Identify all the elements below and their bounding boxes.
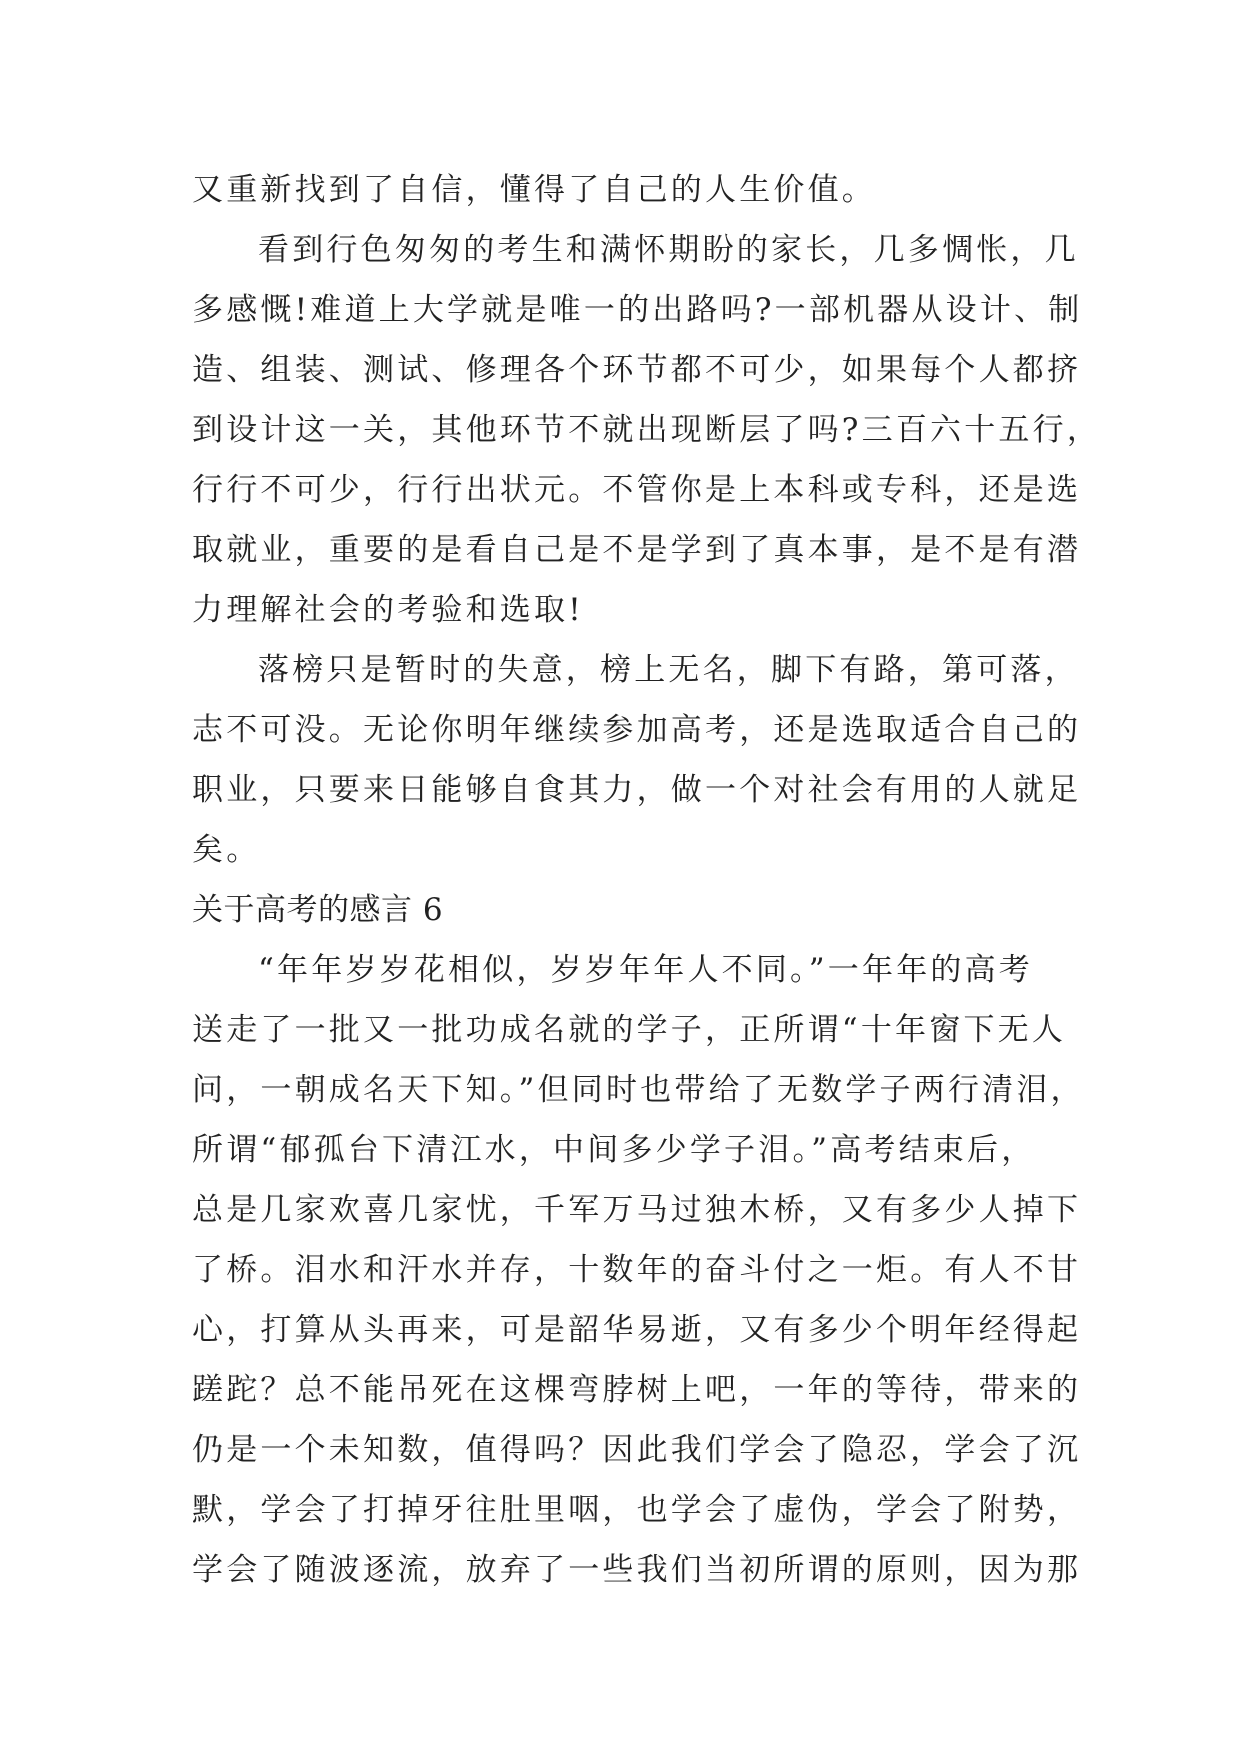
text-line: 了桥。泪水和汗水并存，十数年的奋斗付之一炬。有人不甘 [192, 1252, 1082, 1288]
text-line: 送走了一批又一批功成名就的学子，正所谓“十年窗下无人 [192, 1012, 1067, 1048]
text-line: 看到行色匆匆的考生和满怀期盼的家长，几多惆怅，几 [258, 232, 1079, 268]
text-line: 总是几家欢喜几家忧，千军万马过独木桥，又有多少人掉下 [192, 1192, 1082, 1228]
text-line: 矣。 [192, 832, 261, 868]
text-line: 所谓“郁孤台下清江水，中间多少学子泪。”高考结束后， [192, 1132, 1036, 1168]
text-line: 仍是一个未知数，值得吗？因此我们学会了隐忍，学会了沉 [192, 1432, 1082, 1468]
text-line: 问，一朝成名天下知。”但同时也带给了无数学子两行清泪， [192, 1072, 1085, 1108]
section-heading: 关于高考的感言 6 [192, 892, 444, 928]
text-line: 力理解社会的考验和选取! [192, 592, 584, 628]
text-line: 多感慨!难道上大学就是唯一的出路吗?一部机器从设计、制 [192, 292, 1083, 328]
text-line: 造、组装、测试、修理各个环节都不可少，如果每个人都挤 [192, 352, 1082, 388]
text-line: 学会了随波逐流，放弃了一些我们当初所谓的原则，因为那 [192, 1552, 1082, 1588]
text-line: 心，打算从头再来，可是韶华易逝，又有多少个明年经得起 [192, 1312, 1082, 1348]
text-line: 到设计这一关，其他环节不就出现断层了吗?三百六十五行， [192, 412, 1102, 448]
text-line: 默，学会了打掉牙往肚里咽，也学会了虚伪，学会了附势， [192, 1492, 1082, 1528]
text-line: 蹉跎？总不能吊死在这棵弯脖树上吧，一年的等待，带来的 [192, 1372, 1082, 1408]
text-line: 落榜只是暂时的失意，榜上无名，脚下有路，第可落， [258, 652, 1079, 688]
text-line: “年年岁岁花相似，岁岁年年人不同。”一年年的高考 [258, 952, 1033, 988]
text-line: 职业，只要来日能够自食其力，做一个对社会有用的人就足 [192, 772, 1082, 808]
text-line: 志不可没。无论你明年继续参加高考，还是选取适合自己的 [192, 712, 1082, 748]
text-line: 取就业，重要的是看自己是不是学到了真本事，是不是有潜 [192, 532, 1082, 568]
text-line: 行行不可少，行行出状元。不管你是上本科或专科，还是选 [192, 472, 1082, 508]
text-line: 又重新找到了自信，懂得了自己的人生价值。 [192, 172, 876, 208]
document-page [192, 160, 1102, 1600]
